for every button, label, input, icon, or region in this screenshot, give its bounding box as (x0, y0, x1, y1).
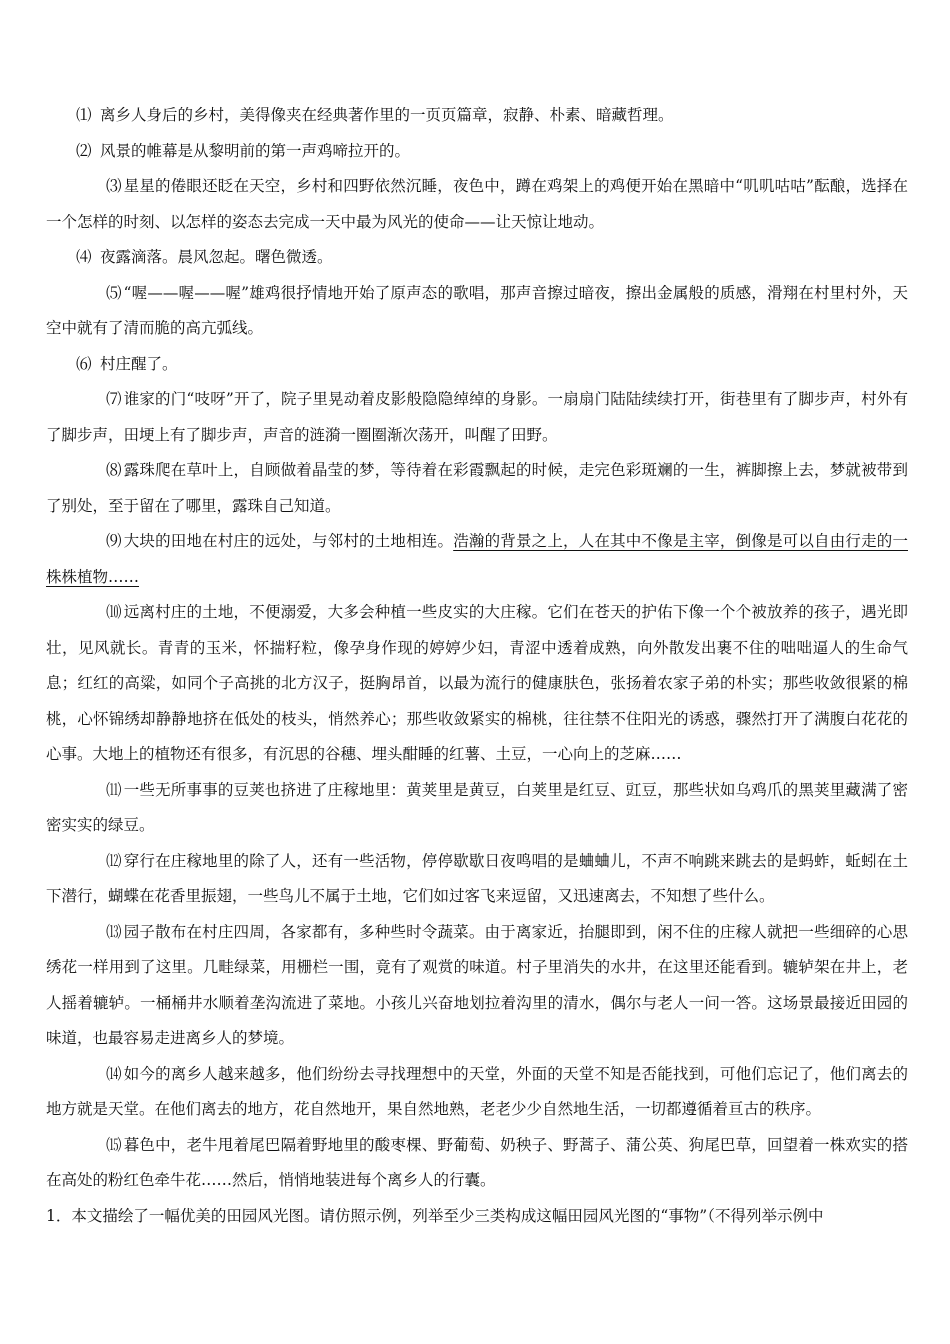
paragraph-15 (46, 1128, 908, 1199)
paragraph-text: 大块的田地在村庄的远处，与邻村的土地相连。 (123, 532, 454, 550)
paragraph-4 (46, 240, 908, 276)
paragraph-5 (46, 276, 908, 347)
paragraph-number: ⑼ (106, 532, 122, 550)
paragraph-text: “喔——喔——喔”雄鸡很抒情地开始了原声态的歌唱，那声音擦过暗夜，擦出金属般的质感，滑翔在村里村外，天空中就有了清而脆的高亢弧线。 (46, 283, 908, 337)
paragraph-number: ⒁ (106, 1064, 122, 1083)
paragraph-number: ⑻ (106, 461, 122, 479)
question-1: 1．本文描绘了一幅优美的田园风光图。请仿照示例，列举至少三类构成这幅田园风光图的“事物”（不得列举示例中 (46, 1206, 824, 1225)
paragraph-number: ⑶ (106, 177, 122, 195)
paragraph-12 (46, 844, 908, 915)
paragraph-text: 远离村庄的土地，不便溺爱，大多会种植一些皮实的大庄稼。它们在苍天的护佑下像一个个被放养的孩子，遇光即壮，见风就长。青青的玉米，怀揣籽粒，像孕身作现的婷婷少妇，青涩中透着成熟，向外散发出裹不住的咄咄逼人的生命气息；红红的高粱，如同个子高挑的北方汉子，挺胸昂首，以最为流行的健康肤色，张扬着农家子弟的朴实；那些收敛很紧的棉桃，心怀锦绣却静静地挤在低处的枝头，悄然养心；那些收敛紧实的棉桃，往往禁不住阳光的诱惑，骤然打开了满腹白花花的心事。大地上的植物还有很多，有沉思的谷穗、埋头酣睡的红薯、土豆，一心向上的芝麻…… (46, 603, 908, 763)
paragraph-number: ⒂ (106, 1135, 122, 1154)
paragraph-7 (46, 382, 908, 453)
paragraph-number: ⑺ (106, 390, 122, 408)
paragraph-text: 村庄醒了。 (100, 354, 178, 373)
paragraph-number: ⑹ (76, 354, 92, 373)
paragraph-text: 露珠爬在草叶上，自顾做着晶莹的梦，等待着在彩霞飘起的时候，走完色彩斑斓的一生，裤脚擦上去，梦就被带到了别处，至于留在了哪里，露珠自己知道。 (46, 461, 908, 515)
paragraph-10 (46, 595, 908, 773)
paragraph-text: 穿行在庄稼地里的除了人，还有一些活物，停停歇歇日夜鸣唱的是蛐蛐儿，不声不响跳来跳去的是蚂蚱，蚯蚓在土下潜行，蝴蝶在花香里振翅，一些鸟儿不属于土地，它们如过客飞来逗留，又迅速离去，不知想了些什么。 (46, 851, 908, 905)
paragraph-number: ⑸ (106, 283, 122, 302)
paragraph-9 (46, 524, 908, 595)
document-body (46, 98, 908, 1234)
paragraph-text: 离乡人身后的乡村，美得像夹在经典著作里的一页页篇章，寂静、朴素、暗藏哲理。 (100, 106, 674, 124)
paragraph-number: ⑽ (106, 603, 122, 621)
paragraph-6 (46, 347, 908, 383)
paragraph-number: ⑿ (106, 851, 122, 870)
paragraph-text: 风景的帷幕是从黎明前的第一声鸡啼拉开的。 (100, 141, 411, 160)
underlined-sentence: 浩瀚的背景之上，人在其中不像是主宰，倒像是可以自由行走的一株株植物…… (46, 532, 908, 586)
paragraph-13 (46, 915, 908, 1057)
paragraph-number: ⒀ (106, 922, 122, 941)
paragraph-2 (46, 134, 908, 170)
paragraph-text: 一些无所事事的豆荚也挤进了庄稼地里：黄荚里是黄豆，白荚里是红豆、豇豆，那些状如乌鸡爪的黑荚里藏满了密密实实的绿豆。 (46, 780, 908, 834)
paragraph-number: ⑷ (76, 248, 92, 266)
paragraph-text: 如今的离乡人越来越多，他们纷纷去寻找理想中的天堂，外面的天堂不知是否能找到，可他们忘记了，他们离去的地方就是天堂。在他们离去的地方，花自然地开，果自然地熟，老老少少自然地生活，一切都遵循着亘古的秩序。 (46, 1064, 908, 1118)
paragraph-text: 夜露滴落。晨风忽起。曙色微透。 (100, 248, 333, 266)
paragraph-text: 谁家的门“吱呀”开了，院子里晃动着皮影般隐隐绰绰的身影。一扇扇门陆陆续续打开，街巷里有了脚步声，村外有了脚步声，田埂上有了脚步声，声音的涟漪一圈圈渐次荡开，叫醒了田野。 (46, 390, 908, 444)
paragraph-14 (46, 1057, 908, 1128)
paragraph-8 (46, 453, 908, 524)
paragraph-11 (46, 773, 908, 844)
paragraph-number: ⑵ (76, 141, 92, 160)
paragraph-3 (46, 169, 908, 240)
paragraph-text: 星星的倦眼还眨在天空，乡村和四野依然沉睡，夜色中，蹲在鸡架上的鸡便开始在黑暗中“叽叽咕咕”酝酿，选择在一个怎样的时刻、以怎样的姿态去完成一天中最为风光的使命——让天惊让地动。 (46, 177, 908, 231)
paragraph-1 (46, 98, 908, 134)
paragraph-text: 园子散布在村庄四周，各家都有，多种些时令蔬菜。由于离家近，抬腿即到，闲不住的庄稼人就把一些细碎的心思绣花一样用到了这里。几畦绿菜，用栅栏一围，竟有了观赏的味道。村子里消失的水井，在这里还能看到。辘轳架在井上，老人摇着辘轳。一桶桶井水顺着垄沟流进了菜地。小孩儿兴奋地划拉着沟里的清水，偶尔与老人一问一答。这场景最接近田园的味道，也最容易走进离乡人的梦境。 (46, 922, 908, 1047)
paragraph-text: 暮色中，老牛甩着尾巴隔着野地里的酸枣棵、野葡萄、奶秧子、野蒿子、蒲公英、狗尾巴草，回望着一株欢实的搭在高处的粉红色牵牛花……然后，悄悄地装进每个离乡人的行囊。 (46, 1135, 908, 1189)
paragraph-number: ⑾ (106, 780, 122, 799)
paragraph-number: ⑴ (76, 106, 92, 124)
